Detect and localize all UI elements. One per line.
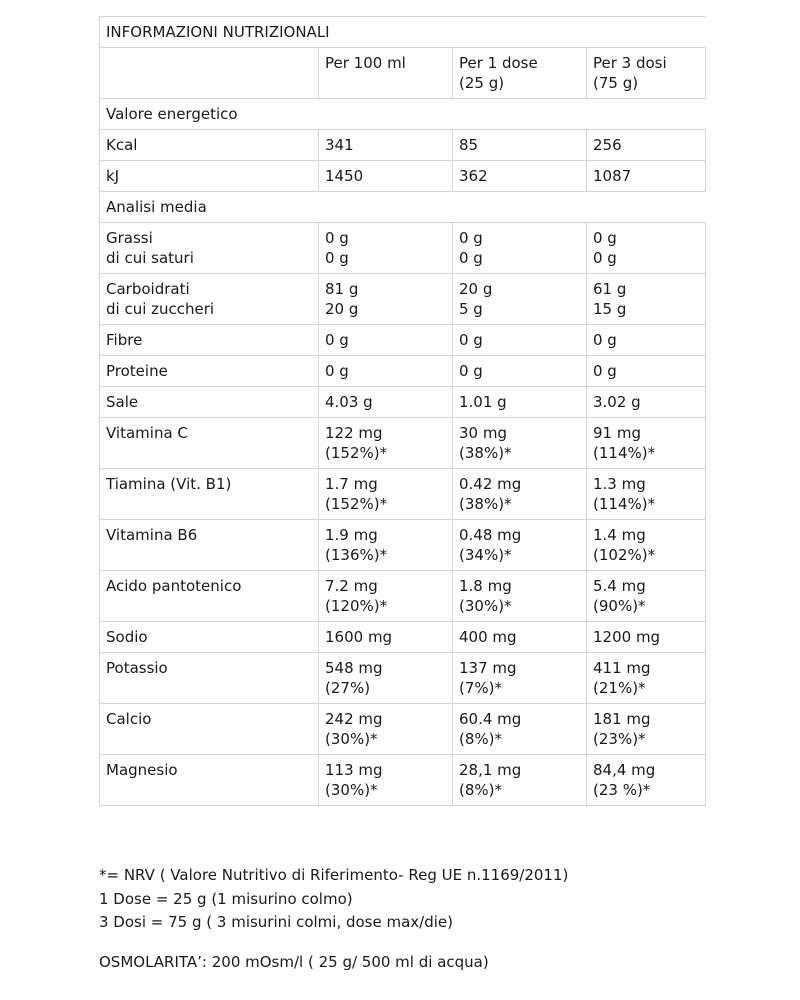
nutrient-label-cell [100,469,319,520]
nutrient-label: di cui zuccheri [106,300,215,318]
table-row [100,274,706,325]
value-cell [587,469,706,520]
table-row [100,571,706,622]
value-cell [319,755,453,806]
nutrient-label: Carboidrati [106,280,190,298]
nutrient-value: 3.02 g [593,393,641,411]
table-row [100,622,706,653]
nutrient-value: 548 mg [325,659,383,677]
nutrient-label: Acido pantotenico [106,577,242,595]
value-cell [453,469,587,520]
value-cell [319,130,453,161]
header-per-3-dosi [587,48,706,99]
nutrient-value: 113 mg [325,761,383,779]
nutrient-value: 1.3 mg [593,475,646,493]
header-empty-cell [100,48,319,99]
nutrition-table [99,16,706,806]
table-row [100,325,706,356]
value-cell [453,755,587,806]
value-cell [587,130,706,161]
table-row [100,356,706,387]
value-cell [319,274,453,325]
header-line: (25 g) [459,74,505,92]
nutrient-label: Vitamina B6 [106,526,198,544]
nutrient-value: 20 g [325,300,359,318]
nutrient-value: (7%)* [459,679,503,697]
value-cell [587,520,706,571]
nutrient-label-cell [100,418,319,469]
nutrient-label-cell [100,130,319,161]
nutrient-value: 122 mg [325,424,383,442]
nutrient-value: 256 [593,136,622,154]
nrv-note: *= NRV ( Valore Nutritivo di Riferimento- Reg UE n.1169/2011) [99,866,569,884]
value-cell [587,704,706,755]
table-row [100,161,706,192]
value-cell [453,653,587,704]
value-cell [453,704,587,755]
value-cell [453,356,587,387]
header-line: Per 1 dose [459,54,538,72]
nutrient-label-cell [100,356,319,387]
nutrient-label-cell [100,223,319,274]
nutrient-label: Calcio [106,710,152,728]
value-cell [319,387,453,418]
nutrient-label-cell [100,755,319,806]
nutrient-label: Tiamina (Vit. B1) [106,475,232,493]
value-cell [587,418,706,469]
nutrient-value: 85 [459,136,479,154]
nutrient-value: (30%)* [459,597,512,615]
nutrient-label-cell [100,161,319,192]
nutrient-label: Magnesio [106,761,178,779]
nutrient-value: 1.8 mg [459,577,512,595]
table-row [100,130,706,161]
table-row [100,704,706,755]
nutrient-value: (90%)* [593,597,646,615]
nutrient-label-cell [100,653,319,704]
nutrient-value: 5.4 mg [593,577,646,595]
value-cell [319,469,453,520]
nutrient-value: 7.2 mg [325,577,378,595]
nutrient-value: 0 g [459,229,483,247]
value-cell [319,161,453,192]
nutrient-value: 60.4 mg [459,710,522,728]
nutrient-value: 0 g [459,331,483,349]
header-per-1-dose [453,48,587,99]
nutrient-value: 1200 mg [593,628,661,646]
nutrient-value: 137 mg [459,659,517,677]
header-line: Per 100 ml [325,54,406,72]
nutrient-label: di cui saturi [106,249,194,267]
nutrient-value: 0.48 mg [459,526,522,544]
nutrient-label: Sodio [106,628,148,646]
value-cell [319,223,453,274]
value-cell [453,274,587,325]
value-cell [453,571,587,622]
nutrient-label-cell [100,520,319,571]
nutrient-value: 0 g [593,362,617,380]
table-row [100,520,706,571]
nutrient-label-cell [100,274,319,325]
footnotes [99,864,568,974]
value-cell [453,130,587,161]
nutrient-value: 5 g [459,300,483,318]
nutrient-value: 0 g [325,362,349,380]
nutrient-value: 0 g [459,362,483,380]
value-cell [453,622,587,653]
nutrient-value: (8%)* [459,781,503,799]
nutrient-value: (30%)* [325,730,378,748]
nutrient-label: Fibre [106,331,143,349]
section-energy-label: Valore energetico [100,99,706,130]
nutrient-value: 362 [459,167,488,185]
nutrient-value: 411 mg [593,659,651,677]
table-row [100,755,706,806]
nutrient-value: 0 g [325,331,349,349]
value-cell [319,418,453,469]
table-row [100,653,706,704]
value-cell [587,653,706,704]
nutrient-value: (8%)* [459,730,503,748]
table-row [100,418,706,469]
value-cell [319,571,453,622]
nutrient-value: 61 g [593,280,627,298]
value-cell [319,520,453,571]
nutrient-value: (114%)* [593,495,656,513]
value-cell [319,325,453,356]
table-row [100,469,706,520]
nutrient-label: Grassi [106,229,153,247]
nutrient-value: (21%)* [593,679,646,697]
section-energy-row [100,99,706,130]
value-cell [587,223,706,274]
value-cell [587,755,706,806]
nutrient-value: 81 g [325,280,359,298]
nutrient-value: (27%) [325,679,371,697]
nutrient-value: 84,4 mg [593,761,656,779]
nutrient-value: 0 g [459,249,483,267]
nutrient-value: (30%)* [325,781,378,799]
section-analysis-row [100,192,706,223]
nutrient-label-cell [100,571,319,622]
dose3-note: 3 Dosi = 75 g ( 3 misurini colmi, dose max/die) [99,913,454,931]
nutrient-label: Sale [106,393,139,411]
nutrient-label-cell [100,622,319,653]
value-cell [319,704,453,755]
value-cell [319,622,453,653]
header-line: Per 3 dosi [593,54,667,72]
osmolarity-note: OSMOLARITA’: 200 mOsm/l ( 25 g/ 500 ml di acqua) [99,952,489,971]
table-title: INFORMAZIONI NUTRIZIONALI [100,17,706,48]
nutrient-value: 1.7 mg [325,475,378,493]
nutrient-value: (114%)* [593,444,656,462]
value-cell [453,223,587,274]
nutrient-value: 341 [325,136,354,154]
table-title-row [100,17,706,48]
value-cell [453,161,587,192]
value-cell [453,520,587,571]
nutrient-value: 30 mg [459,424,507,442]
value-cell [453,325,587,356]
nutrient-label-cell [100,704,319,755]
nutrient-label: kJ [106,167,120,185]
nutrient-value: 0 g [325,249,349,267]
nutrient-value: 1.4 mg [593,526,646,544]
nutrient-value: 0 g [325,229,349,247]
nutrient-value: (136%)* [325,546,388,564]
nutrient-label-cell [100,387,319,418]
nutrient-value: (102%)* [593,546,656,564]
table-header-row [100,48,706,99]
nutrient-label: Potassio [106,659,168,677]
nutrient-value: 4.03 g [325,393,373,411]
value-cell [319,356,453,387]
nutrient-value: (34%)* [459,546,512,564]
section-analysis-label: Analisi media [100,192,706,223]
nutrient-label: Proteine [106,362,168,380]
nutrient-value: 1.9 mg [325,526,378,544]
nutrient-label-cell [100,325,319,356]
nutrient-value: (38%)* [459,495,512,513]
nutrient-value: 20 g [459,280,493,298]
nutrient-value: (38%)* [459,444,512,462]
nutrient-value: (152%)* [325,444,388,462]
value-cell [319,653,453,704]
nutrient-value: 181 mg [593,710,651,728]
nutrient-value: 1.01 g [459,393,507,411]
value-cell [587,571,706,622]
nutrient-label: Vitamina C [106,424,188,442]
value-cell [587,356,706,387]
nutrient-value: 1087 [593,167,632,185]
nutrient-label: Kcal [106,136,138,154]
nutrient-value: 15 g [593,300,627,318]
header-line: (75 g) [593,74,639,92]
nutrient-value: 242 mg [325,710,383,728]
nutrient-value: (152%)* [325,495,388,513]
value-cell [453,418,587,469]
table-row [100,387,706,418]
nutrient-value: 0 g [593,331,617,349]
nutrient-value: 28,1 mg [459,761,522,779]
value-cell [587,387,706,418]
value-cell [587,274,706,325]
value-cell [587,325,706,356]
header-per-100ml [319,48,453,99]
value-cell [453,387,587,418]
nutrient-value: (120%)* [325,597,388,615]
nutrient-value: (23%)* [593,730,646,748]
value-cell [587,161,706,192]
nutrient-value: 0.42 mg [459,475,522,493]
dose1-note: 1 Dose = 25 g (1 misurino colmo) [99,889,353,908]
nutrient-value: 400 mg [459,628,517,646]
nutrient-value: (23 %)* [593,781,651,799]
table-row [100,223,706,274]
nutrient-value: 91 mg [593,424,641,442]
nutrient-value: 0 g [593,229,617,247]
nutrient-value: 1600 mg [325,628,393,646]
nutrient-value: 1450 [325,167,364,185]
value-cell [587,622,706,653]
nutrient-value: 0 g [593,249,617,267]
